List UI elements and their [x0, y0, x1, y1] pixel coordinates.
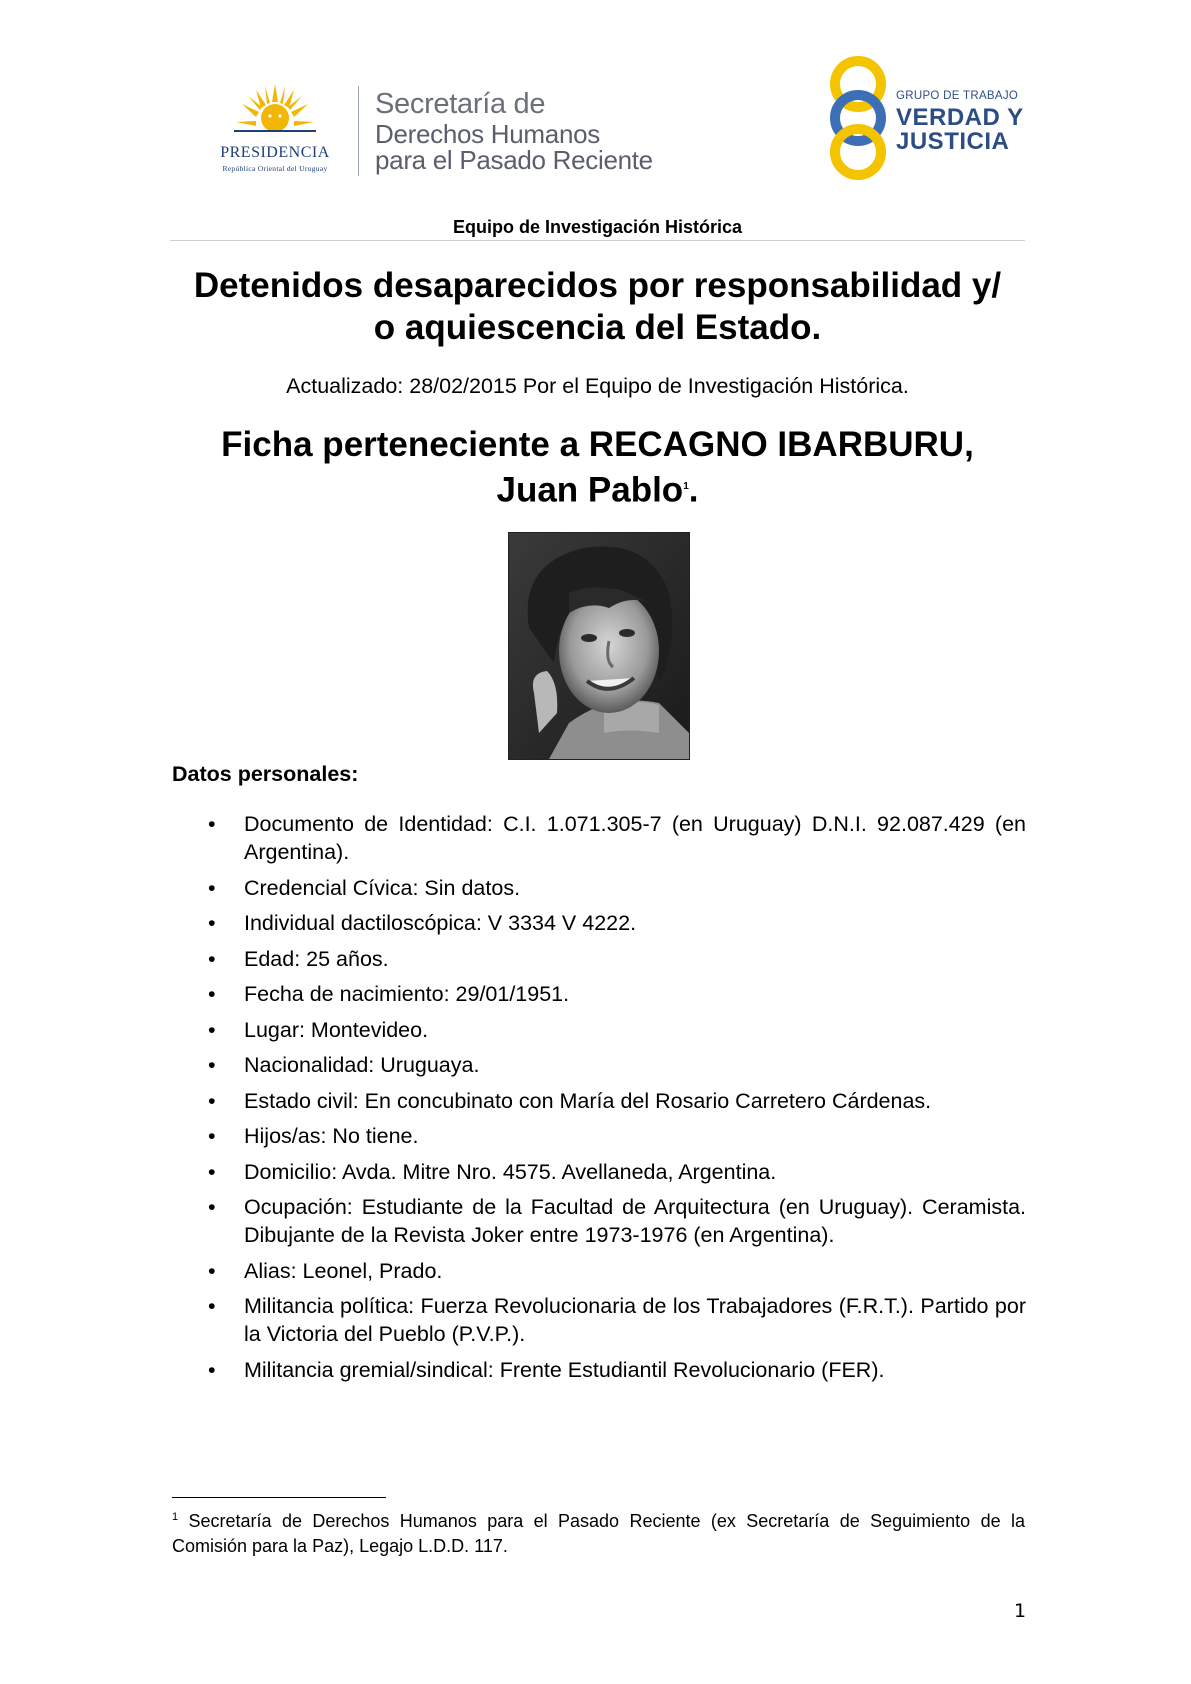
- bullet-glyph: •: [208, 875, 216, 900]
- bullet-glyph: •: [208, 1294, 216, 1318]
- record-title: [170, 424, 1025, 512]
- presidencia-subtitle: República Oriental del Uruguay: [222, 164, 328, 173]
- bullet-glyph: •: [208, 1124, 216, 1148]
- list-item: • Alias: Leonel, Prado.: [208, 1258, 443, 1283]
- record-title-line-2: [170, 466, 1025, 512]
- section-heading: Datos personales:: [172, 762, 359, 786]
- sun-icon: [234, 82, 316, 142]
- list-item: • Domicilio: Avda. Mitre Nro. 4575. Avellaneda, Argentina.: [208, 1159, 777, 1184]
- secretaria-line-3: para el Pasado Reciente: [375, 145, 653, 175]
- list-item: • Fecha de nacimiento: 29/01/1951.: [208, 982, 570, 1006]
- document-title: [170, 265, 1025, 349]
- bullet-glyph: •: [208, 982, 216, 1006]
- page-number: 1: [1014, 1600, 1027, 1622]
- list-item: • Militancia gremial/sindical: Frente Estudiantil Revolucionario (FER).: [208, 1357, 885, 1382]
- list-item: • Lugar: Montevideo.: [208, 1017, 429, 1042]
- bullet-glyph: •: [208, 946, 216, 971]
- personal-data-list: [204, 810, 1026, 1391]
- header-rule: [170, 240, 1025, 241]
- list-item: • Hijos/as: No tiene.: [208, 1124, 419, 1148]
- gtvj-line-2: VERDAD Y: [896, 104, 1024, 131]
- bullet-glyph: •: [208, 1357, 216, 1382]
- secretaria-line-2: Derechos Humanos: [375, 119, 600, 149]
- bullet-glyph: •: [208, 911, 216, 935]
- footnote-ref[interactable]: 1: [683, 481, 689, 492]
- header-divider: [358, 86, 359, 176]
- list-item: • Documento de Identidad: C.I. 1.071.305-7 (en Uruguay) D.N.I. 92.087.429 (en Argentina).: [208, 812, 1026, 864]
- document-title-line-2: o aquiescencia del Estado.: [373, 308, 822, 347]
- bullet-glyph: •: [208, 1017, 216, 1042]
- portrait-photo: [508, 532, 690, 760]
- rings-icon: [822, 56, 894, 180]
- list-item: • Militancia política: Fuerza Revolucionaria de los Trabajadores (F.R.T.). Partido por la Victoria del Pueblo (P.V.P.).: [208, 1294, 1026, 1346]
- bullet-glyph: •: [208, 1195, 216, 1219]
- gtvj-line-1: GRUPO DE TRABAJO: [896, 90, 1019, 102]
- bullet-glyph: •: [208, 1053, 216, 1077]
- footnote: [172, 1505, 1025, 1559]
- footnote-number: 1: [172, 1511, 179, 1523]
- document-title-line-1: Detenidos desaparecidos por responsabilidad y/: [193, 266, 1002, 305]
- list-item: • Nacionalidad: Uruguaya.: [208, 1053, 480, 1077]
- team-heading: Equipo de Investigación Histórica: [452, 217, 743, 237]
- portrait-image: [509, 533, 689, 759]
- secretaria-line-1: Secretaría de: [375, 88, 546, 120]
- bullet-glyph: •: [208, 1088, 216, 1113]
- footnote-text: Secretaría de Derechos Humanos para el Pasado Reciente (ex Secretaría de Seguimiento de la Comisión para la Paz), Legajo L.D.D. 117.: [172, 1511, 1025, 1556]
- secretaria-logo: [375, 90, 653, 173]
- bullet-glyph: •: [208, 1258, 216, 1283]
- record-title-line-1: Ficha perteneciente a RECAGNO IBARBURU,: [221, 425, 974, 464]
- presidencia-logo: [196, 82, 354, 178]
- record-title-end: .: [688, 470, 699, 510]
- bullet-glyph: •: [208, 1159, 216, 1184]
- presidencia-title: PRESIDENCIA: [220, 144, 330, 161]
- gtvj-line-3: JUSTICIA: [896, 128, 1010, 155]
- list-item: • Estado civil: En concubinato con María del Rosario Carretero Cárdenas.: [208, 1088, 932, 1113]
- list-item: • Credencial Cívica: Sin datos.: [208, 875, 521, 900]
- updated-line: Actualizado: 28/02/2015 Por el Equipo de Investigación Histórica.: [286, 374, 909, 398]
- list-item: • Ocupación: Estudiante de la Facultad de Arquitectura (en Uruguay). Ceramista. Dibujante de la Revista Joker entre 1973-1976 (en Argentina).: [208, 1195, 1026, 1247]
- gtvj-logo: [822, 56, 1022, 180]
- bullet-glyph: •: [208, 812, 216, 836]
- list-item: • Edad: 25 años.: [208, 946, 389, 971]
- list-item: • Individual dactiloscópica: V 3334 V 4222.: [208, 911, 637, 935]
- footnote-rule: [172, 1497, 386, 1498]
- record-name: Juan Pablo: [496, 470, 684, 510]
